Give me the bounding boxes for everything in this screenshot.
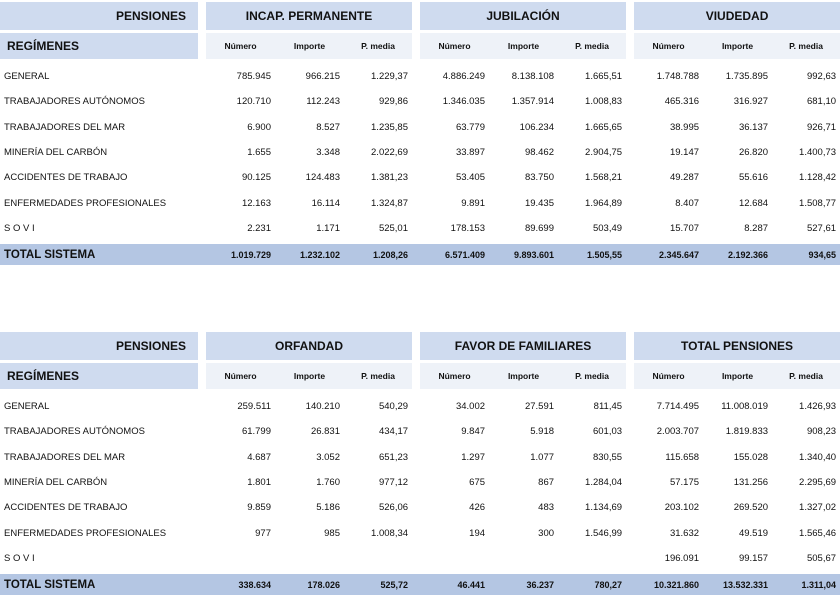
total-cell: 9.893.601 — [489, 244, 558, 265]
value-cell: 811,45 — [593, 401, 623, 413]
col-header-numero: Número — [420, 363, 489, 389]
pensiones-label: PENSIONES — [0, 2, 198, 30]
table-row — [0, 394, 840, 419]
total-cell: 1.232.102 — [275, 244, 344, 265]
value-cell: 503,49 — [592, 222, 623, 234]
value-cell: 1.568,21 — [585, 172, 623, 184]
value-cell: 269.520 — [733, 502, 769, 514]
value-cell: 505,67 — [806, 552, 837, 564]
value-cell: 483 — [538, 502, 555, 514]
table-row — [0, 190, 840, 215]
value-cell: 26.831 — [310, 426, 340, 438]
value-cell: 90.125 — [241, 172, 271, 184]
regime-name: TRABAJADORES AUTÓNOMOS — [4, 426, 145, 438]
value-cell: 36.137 — [738, 121, 769, 133]
value-cell: 5.918 — [530, 426, 555, 438]
value-cell: 8.407 — [675, 197, 700, 209]
total-cell: 13.532.331 — [703, 574, 772, 595]
value-cell: 49.287 — [669, 172, 700, 184]
total-cell: 178.026 — [275, 574, 344, 595]
value-cell: 124.483 — [305, 172, 340, 184]
value-cell: 6.900 — [247, 121, 271, 133]
value-cell: 61.799 — [241, 426, 271, 438]
value-cell: 1.665,65 — [585, 121, 623, 133]
value-cell: 194 — [469, 527, 486, 539]
value-cell: 8.138.108 — [511, 71, 554, 83]
total-cell: 1.208,26 — [344, 244, 412, 265]
value-cell: 1.008,83 — [585, 96, 623, 108]
value-cell: 1.655 — [247, 147, 271, 159]
value-cell: 651,23 — [378, 451, 409, 463]
value-cell: 1.008,34 — [371, 527, 409, 539]
col-header-p-media: P. media — [772, 363, 840, 389]
total-cell: 46.441 — [420, 574, 489, 595]
value-cell: 115.658 — [665, 451, 700, 463]
value-cell: 16.114 — [311, 197, 340, 209]
col-header-p-media: P. media — [558, 33, 626, 59]
value-cell: 1.760 — [316, 477, 340, 489]
col-header-numero: Número — [634, 33, 703, 59]
regime-name: S O V I — [4, 222, 35, 234]
value-cell: 992,63 — [806, 71, 837, 83]
value-cell: 2.295,69 — [799, 477, 837, 489]
regime-name: TRABAJADORES AUTÓNOMOS — [4, 96, 145, 108]
value-cell: 9.847 — [461, 426, 486, 438]
value-cell: 527,61 — [806, 222, 837, 234]
table-row — [0, 546, 840, 571]
value-cell: 1.381,23 — [371, 172, 408, 184]
total-cell: 934,65 — [772, 244, 840, 265]
value-cell — [420, 546, 489, 571]
total-cell: 525,72 — [344, 574, 412, 595]
value-cell: 3.052 — [316, 451, 340, 463]
value-cell: 98.462 — [524, 147, 554, 159]
value-cell: 985 — [324, 527, 340, 539]
value-cell: 89.699 — [524, 222, 554, 234]
value-cell: 49.519 — [738, 527, 769, 539]
col-header-importe: Importe — [489, 363, 558, 389]
value-cell: 1.235,85 — [371, 121, 408, 133]
total-label: TOTAL SISTEMA — [0, 244, 198, 265]
total-cell: 36.237 — [489, 574, 558, 595]
value-cell: 434,17 — [378, 426, 409, 438]
value-cell: 681,10 — [806, 96, 837, 108]
table-row — [0, 419, 840, 444]
regime-name: ACCIDENTES DE TRABAJO — [4, 172, 128, 184]
table-row — [0, 445, 840, 470]
group-header-row — [0, 332, 840, 360]
value-cell: 977 — [255, 527, 271, 539]
value-cell: 259.511 — [237, 401, 271, 413]
value-cell — [489, 546, 558, 571]
value-cell: 4.687 — [247, 451, 271, 463]
col-header-p-media: P. media — [558, 363, 626, 389]
value-cell: 106.234 — [519, 121, 554, 133]
total-label: TOTAL SISTEMA — [0, 574, 198, 595]
value-cell: 196.091 — [664, 552, 700, 564]
value-cell: 316.927 — [733, 96, 769, 108]
value-cell: 1.565,46 — [799, 527, 837, 539]
value-cell: 26.820 — [738, 147, 769, 159]
value-cell: 1.546,99 — [585, 527, 623, 539]
regime-name: MINERÍA DEL CARBÓN — [4, 147, 108, 159]
col-header-numero: Número — [206, 363, 275, 389]
col-header-numero: Número — [206, 33, 275, 59]
total-cell: 1.505,55 — [558, 244, 626, 265]
table-row — [0, 495, 840, 520]
regime-name: ENFERMEDADES PROFESIONALES — [4, 527, 167, 539]
value-cell: 33.897 — [455, 147, 485, 159]
group-header: INCAP. PERMANENTE — [206, 2, 412, 30]
regime-name: GENERAL — [4, 401, 50, 413]
value-cell: 675 — [469, 477, 486, 489]
sub-header-row — [0, 33, 840, 59]
group-header: VIUDEDAD — [634, 2, 840, 30]
total-cell: 338.634 — [206, 574, 275, 595]
value-cell: 1.324,87 — [371, 197, 408, 209]
value-cell: 8.527 — [316, 121, 340, 133]
value-cell: 31.632 — [669, 527, 700, 539]
value-cell: 526,06 — [378, 502, 409, 514]
group-header: FAVOR DE FAMILIARES — [420, 332, 626, 360]
value-cell: 1.426,93 — [799, 401, 837, 413]
value-cell: 867 — [538, 477, 555, 489]
value-cell: 155.028 — [733, 451, 769, 463]
total-row — [0, 244, 840, 265]
value-cell: 1.128,42 — [799, 172, 837, 184]
total-cell: 780,27 — [558, 574, 626, 595]
col-header-p-media: P. media — [344, 363, 412, 389]
table-row — [0, 89, 840, 114]
value-cell: 1.400,73 — [799, 147, 837, 159]
regimenes-label: REGÍMENES — [0, 33, 198, 59]
value-cell: 9.859 — [247, 502, 271, 514]
table-row — [0, 140, 840, 165]
group-header: TOTAL PENSIONES — [634, 332, 840, 360]
value-cell — [558, 546, 626, 571]
value-cell: 1.229,37 — [371, 71, 408, 83]
value-cell: 1.327,02 — [799, 502, 837, 514]
regime-name: GENERAL — [4, 71, 50, 83]
table-row — [0, 64, 840, 89]
value-cell: 1.171 — [316, 222, 340, 234]
value-cell: 120.710 — [236, 96, 271, 108]
value-cell: 99.157 — [738, 552, 769, 564]
group-header-row — [0, 2, 840, 30]
value-cell: 112.243 — [306, 96, 340, 108]
value-cell: 9.891 — [461, 197, 485, 209]
value-cell: 540,29 — [378, 401, 409, 413]
value-cell: 178.153 — [450, 222, 485, 234]
regime-name: ENFERMEDADES PROFESIONALES — [4, 197, 167, 209]
value-cell: 4.886.249 — [442, 71, 485, 83]
value-cell: 131.256 — [733, 477, 769, 489]
value-cell: 1.801 — [247, 477, 271, 489]
value-cell: 27.591 — [524, 401, 555, 413]
col-header-importe: Importe — [703, 363, 772, 389]
value-cell: 55.616 — [738, 172, 769, 184]
value-cell: 1.077 — [530, 451, 555, 463]
col-header-importe: Importe — [275, 363, 344, 389]
value-cell: 908,23 — [806, 426, 837, 438]
value-cell: 2.003.707 — [656, 426, 700, 438]
total-row — [0, 574, 840, 595]
value-cell: 63.779 — [455, 121, 485, 133]
value-cell: 929,86 — [378, 96, 408, 108]
value-cell: 1.735.895 — [725, 71, 769, 83]
value-cell: 977,12 — [378, 477, 409, 489]
value-cell: 966.215 — [305, 71, 340, 83]
value-cell: 140.210 — [305, 401, 340, 413]
value-cell: 1.748.788 — [656, 71, 700, 83]
group-header: ORFANDAD — [206, 332, 412, 360]
value-cell — [275, 546, 344, 571]
total-cell: 2.345.647 — [634, 244, 703, 265]
pensions-table-2 — [0, 332, 840, 595]
value-cell: 1.357.914 — [511, 96, 554, 108]
sub-header-row — [0, 363, 840, 389]
value-cell: 2.022,69 — [371, 147, 408, 159]
table-row — [0, 470, 840, 495]
col-header-p-media: P. media — [772, 33, 840, 59]
value-cell: 1.297 — [461, 451, 486, 463]
value-cell: 5.186 — [316, 502, 340, 514]
value-cell: 34.002 — [455, 401, 486, 413]
value-cell: 2.904,75 — [585, 147, 623, 159]
regime-name: ACCIDENTES DE TRABAJO — [4, 502, 128, 514]
total-cell: 10.321.860 — [634, 574, 703, 595]
total-cell: 1.019.729 — [206, 244, 275, 265]
col-header-importe: Importe — [703, 33, 772, 59]
value-cell: 785.945 — [236, 71, 271, 83]
table-row — [0, 520, 840, 545]
value-cell: 1.508,77 — [799, 197, 837, 209]
value-cell: 38.995 — [669, 121, 700, 133]
regime-name: MINERÍA DEL CARBÓN — [4, 477, 108, 489]
value-cell: 830,55 — [592, 451, 623, 463]
value-cell: 8.287 — [744, 222, 769, 234]
table-row — [0, 115, 840, 140]
total-cell: 6.571.409 — [420, 244, 489, 265]
regime-name: S O V I — [4, 552, 35, 564]
value-cell: 53.405 — [455, 172, 485, 184]
value-cell — [206, 546, 275, 571]
value-cell: 2.231 — [247, 222, 271, 234]
value-cell: 19.147 — [669, 147, 700, 159]
value-cell: 525,01 — [378, 222, 408, 234]
pensiones-label: PENSIONES — [0, 332, 198, 360]
value-cell: 11.008.019 — [721, 401, 769, 413]
pensions-table-1 — [0, 2, 840, 265]
value-cell: 1.964,89 — [585, 197, 623, 209]
value-cell: 1.665,51 — [585, 71, 623, 83]
col-header-importe: Importe — [489, 33, 558, 59]
value-cell: 12.163 — [241, 197, 271, 209]
total-cell: 1.311,04 — [772, 574, 840, 595]
value-cell: 83.750 — [524, 172, 554, 184]
value-cell: 12.684 — [738, 197, 769, 209]
value-cell: 1.134,69 — [585, 502, 623, 514]
table-row — [0, 165, 840, 190]
value-cell: 15.707 — [669, 222, 700, 234]
value-cell: 57.175 — [669, 477, 700, 489]
col-header-numero: Número — [420, 33, 489, 59]
col-header-numero: Número — [634, 363, 703, 389]
value-cell: 1.346.035 — [442, 96, 485, 108]
value-cell: 1.340,40 — [799, 451, 837, 463]
regime-name: TRABAJADORES DEL MAR — [4, 451, 126, 463]
value-cell: 426 — [469, 502, 486, 514]
value-cell: 465.316 — [664, 96, 700, 108]
value-cell — [344, 546, 412, 571]
value-cell: 1.819.833 — [725, 426, 769, 438]
table-row — [0, 216, 840, 241]
value-cell: 3.348 — [316, 147, 340, 159]
value-cell: 19.435 — [524, 197, 554, 209]
group-header: JUBILACIÓN — [420, 2, 626, 30]
value-cell: 7.714.495 — [656, 401, 700, 413]
value-cell: 601,03 — [592, 426, 623, 438]
total-cell: 2.192.366 — [703, 244, 772, 265]
value-cell: 300 — [538, 527, 555, 539]
col-header-p-media: P. media — [344, 33, 412, 59]
value-cell: 926,71 — [806, 121, 837, 133]
value-cell: 1.284,04 — [585, 477, 623, 489]
regimenes-label: REGÍMENES — [0, 363, 198, 389]
col-header-importe: Importe — [275, 33, 344, 59]
regime-name: TRABAJADORES DEL MAR — [4, 121, 126, 133]
value-cell: 203.102 — [664, 502, 700, 514]
